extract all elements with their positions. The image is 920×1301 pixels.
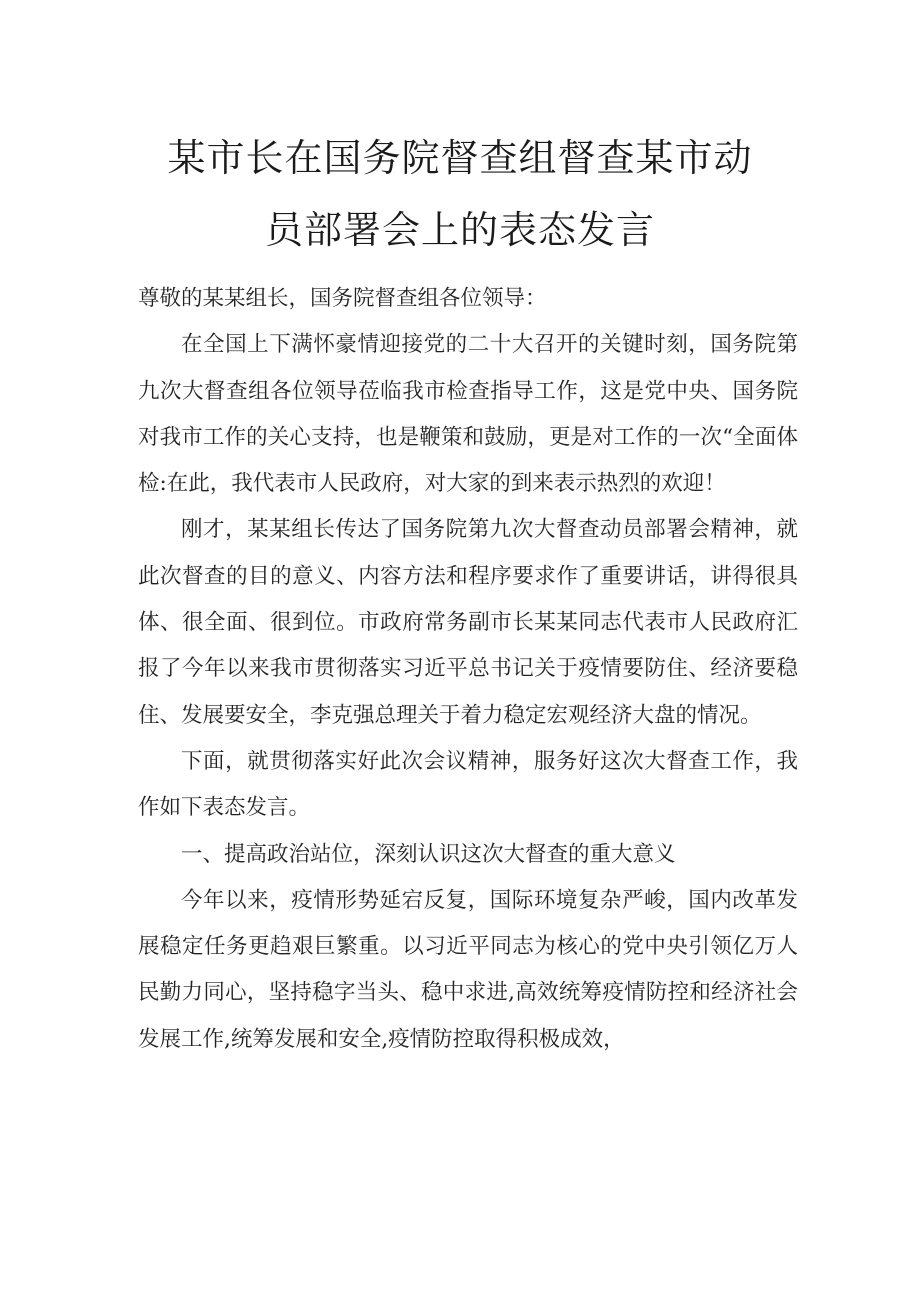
document-title xyxy=(0,122,920,266)
document-body xyxy=(138,276,798,1063)
paragraph-meeting-summary: 刚才，某某组长传达了国务院第九次大督查动员部署会精神，就此次督查的目的意义、内容方法和程序要求作了重要讲话，讲得很具体、很全面、很到位。市政府常务副市长某某同志代表市人民政府汇报了今年以来我市贯彻落实习近平总书记关于疫情要防住、经济要稳住、发展要安全，李克强总理关于着力稳定宏观经济大盘的情况。 xyxy=(138,517,798,728)
paragraph-context: 今年以来，疫情形势延宕反复，国际环境复杂严峻，国内改革发展稳定任务更趋艰巨繁重。以习近平同志为核心的党中央引领亿万人民勤力同心，坚持稳字当头、稳中求进,高效统筹疫情防控和经济社会发展工作,统筹发展和安全,疫情防控取得积极成效， xyxy=(138,887,798,1052)
section-heading-1: 一、提高政治站位，深刻认识这次大督查的重大意义 xyxy=(181,841,676,867)
paragraph-statement-intro: 下面，就贯彻落实好此次会议精神，服务好这次大督查工作，我作如下表态发言。 xyxy=(138,748,798,821)
salutation: 尊敬的某某组长，国务院督查组各位领导： xyxy=(138,286,547,311)
paragraph-welcome: 在全国上下满怀豪情迎接党的二十大召开的关键时刻，国务院第九次大督查组各位领导莅临我市检查指导工作，这是党中央、国务院对我市工作的关心支持，也是鞭策和鼓励，更是对工作的一次“全面体检:在此，我代表市人民政府，对大家的到来表示热烈的欢迎！ xyxy=(138,332,798,497)
title-line-1: 某市长在国务院督查组督查某市动 xyxy=(167,136,753,180)
title-line-2: 员部署会上的表态发言 xyxy=(264,208,655,252)
